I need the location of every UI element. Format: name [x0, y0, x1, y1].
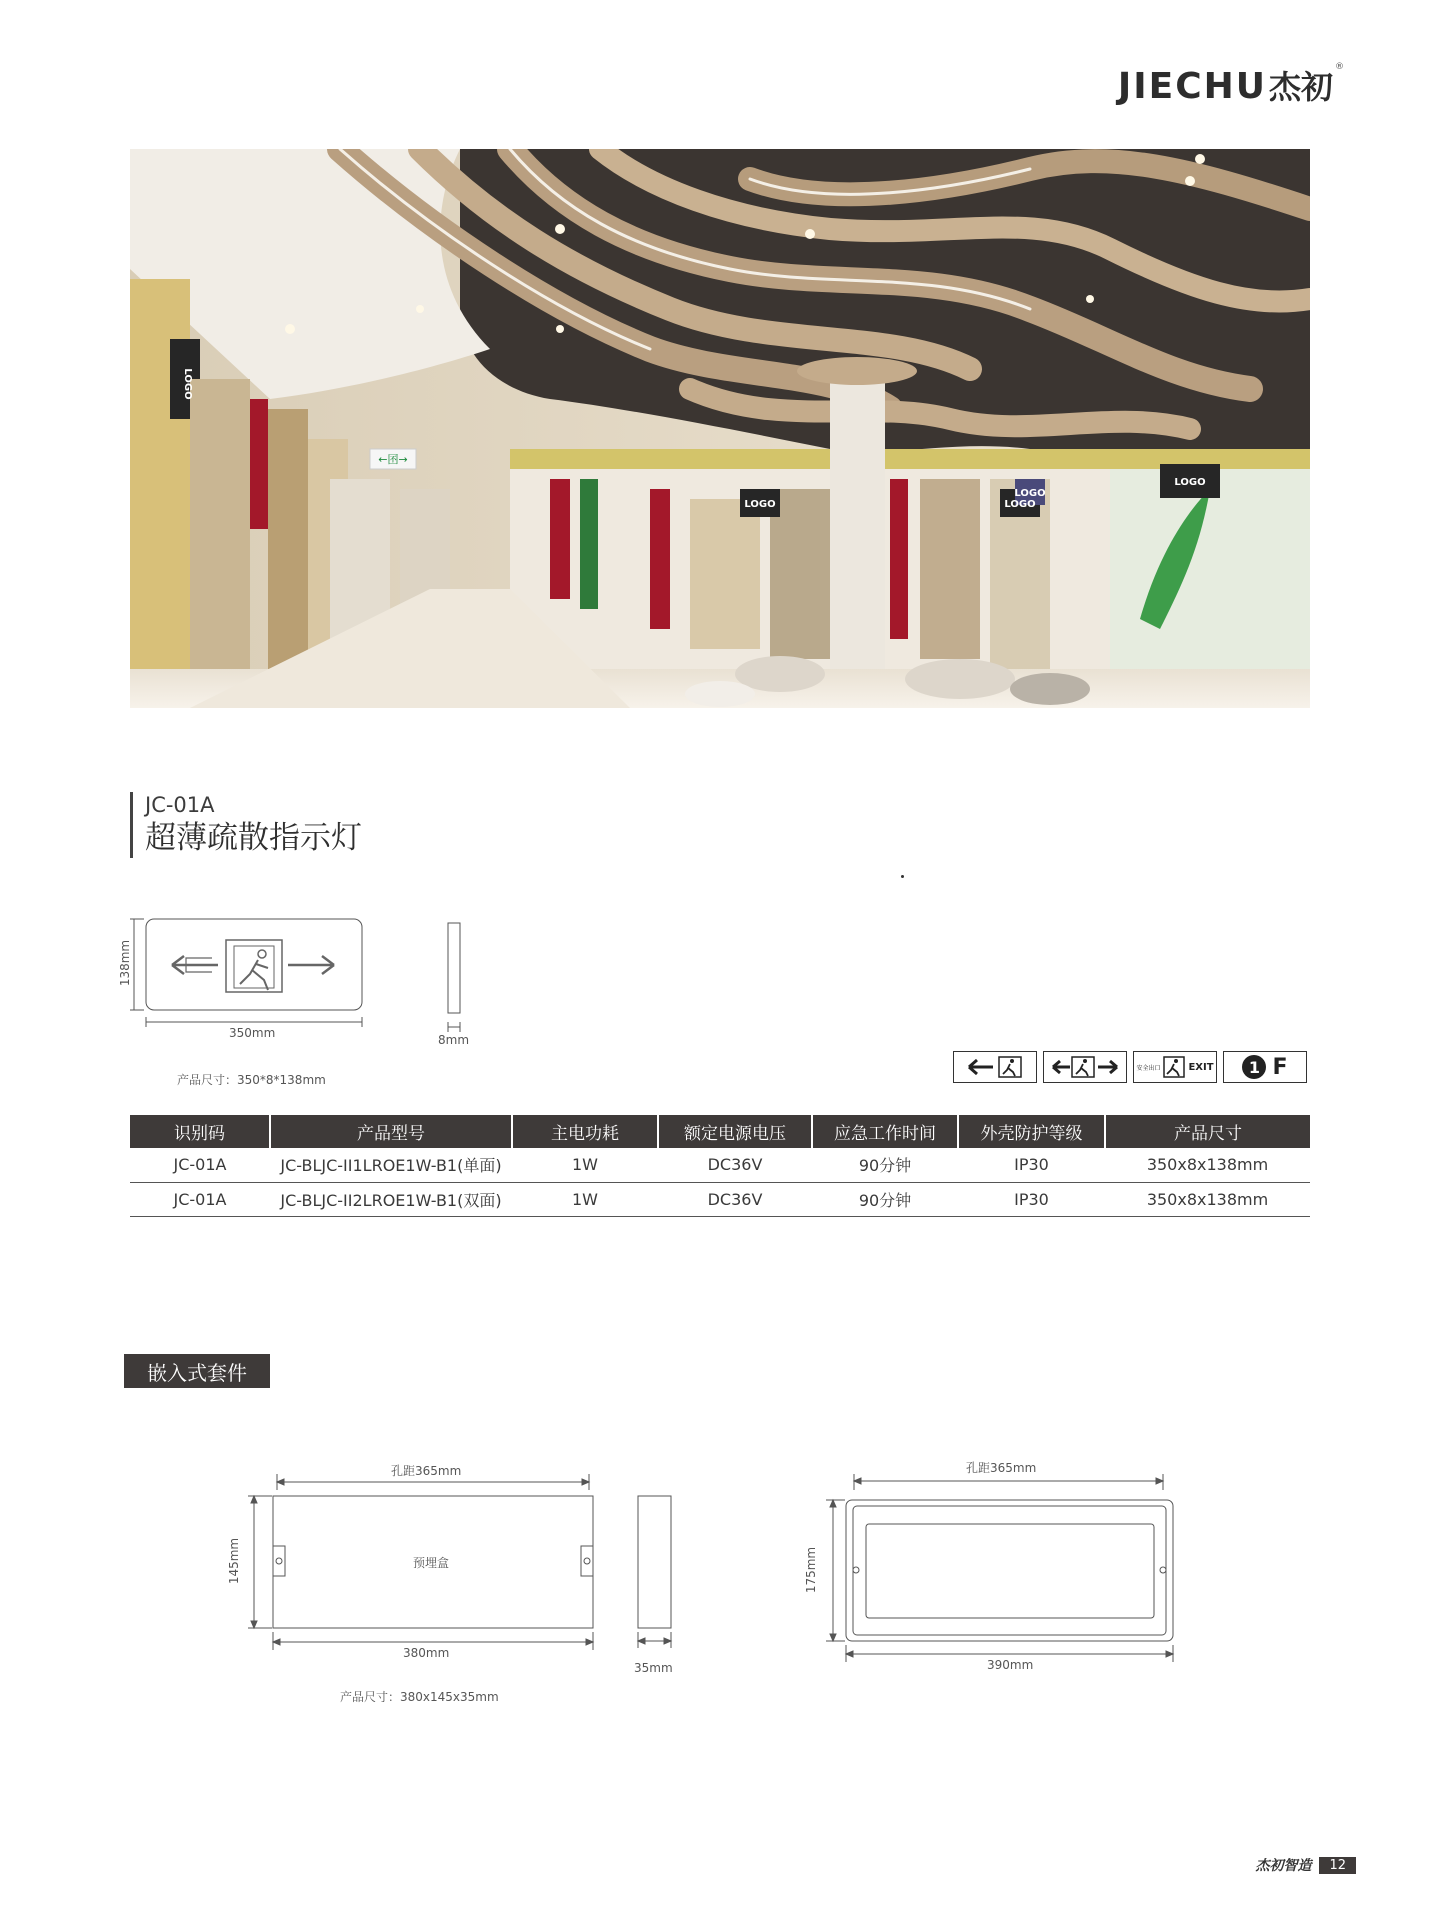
- cell-size: 350x8x138mm: [1105, 1148, 1310, 1182]
- model-code: JC-01A: [145, 793, 215, 817]
- safety-exit-small-text: 安全出口: [1136, 1064, 1161, 1072]
- store-sign-3: LOGO: [1174, 477, 1206, 488]
- brand-logo: [1118, 62, 1344, 108]
- logo-text-cn: 杰初: [1268, 68, 1333, 106]
- cell-power: 1W: [512, 1148, 658, 1182]
- cell-ip-rating: IP30: [958, 1148, 1105, 1182]
- table-row: [130, 1148, 1310, 1182]
- hero-exit-sign-text: ←囨→: [378, 453, 408, 466]
- embed-box-label: 预埋盒: [413, 1556, 450, 1570]
- product-title-block: [130, 792, 362, 858]
- floor-indicator-icon: [1223, 1051, 1307, 1083]
- cell-size: 350x8x138mm: [1105, 1182, 1310, 1216]
- embed-height-label: 145mm: [227, 1537, 241, 1585]
- table-header-row: [130, 1115, 1310, 1148]
- exit-text: EXIT: [1188, 1061, 1214, 1073]
- header-model: 产品型号: [270, 1115, 512, 1148]
- panel-height-label: 175mm: [804, 1546, 818, 1594]
- front-height-label: 138mm: [118, 939, 132, 987]
- product-name: 超薄疏散指示灯: [145, 820, 362, 856]
- section-label-embedded-kit: 嵌入式套件: [124, 1354, 270, 1388]
- double-arrow-exit-icon: [1043, 1051, 1127, 1083]
- cell-emergency-time: 90分钟: [812, 1148, 958, 1182]
- page-footer: [1255, 1855, 1356, 1875]
- footer-brand: 杰初智造: [1255, 1858, 1312, 1874]
- registered-mark: ®: [1335, 62, 1344, 72]
- store-sign-4: LOGO: [1014, 488, 1046, 499]
- embed-size-caption: 产品尺寸：380x145x35mm: [340, 1690, 499, 1704]
- cell-voltage: DC36V: [658, 1148, 812, 1182]
- store-sign-5: LOGO: [182, 368, 193, 400]
- arrow-left-exit-icon: [953, 1051, 1037, 1083]
- cell-ip-rating: IP30: [958, 1182, 1105, 1216]
- front-width-label: 350mm: [229, 1026, 276, 1040]
- cell-power: 1W: [512, 1182, 658, 1216]
- safety-exit-icon: [1133, 1051, 1217, 1083]
- header-voltage: 额定电源电压: [658, 1115, 812, 1148]
- header-id-code: 识别码: [130, 1115, 270, 1148]
- store-sign-1: LOGO: [744, 499, 776, 510]
- floor-number: 1: [1242, 1055, 1266, 1079]
- panel-width-label: 390mm: [987, 1658, 1034, 1672]
- sign-icon-row: [953, 1051, 1307, 1083]
- store-sign-2: LOGO: [1004, 499, 1036, 510]
- embed-depth-label: 35mm: [634, 1661, 673, 1675]
- cell-emergency-time: 90分钟: [812, 1182, 958, 1216]
- logo-text-en: JIECHU: [1117, 66, 1267, 107]
- header-size: 产品尺寸: [1105, 1115, 1310, 1148]
- header-ip-rating: 外壳防护等级: [958, 1115, 1105, 1148]
- page-number: 12: [1319, 1857, 1356, 1874]
- spec-table: [130, 1115, 1310, 1217]
- stray-dot: [901, 875, 904, 878]
- cell-voltage: DC36V: [658, 1182, 812, 1216]
- header-emergency-time: 应急工作时间: [812, 1115, 958, 1148]
- table-row: [130, 1182, 1310, 1216]
- side-depth-label: 8mm: [438, 1033, 470, 1047]
- hero-image-mall-interior: [130, 149, 1310, 708]
- embed-hole-distance: 孔距365mm: [391, 1464, 462, 1478]
- cell-model: JC-BLJC-II1LROE1W-B1(单面): [270, 1148, 512, 1182]
- cell-model: JC-BLJC-II2LROE1W-B1(双面): [270, 1182, 512, 1216]
- floor-letter: F: [1272, 1054, 1288, 1080]
- cell-id-code: JC-01A: [130, 1148, 270, 1182]
- cell-id-code: JC-01A: [130, 1182, 270, 1216]
- panel-hole-distance: 孔距365mm: [966, 1461, 1037, 1475]
- front-size-caption: 产品尺寸：350*8*138mm: [177, 1073, 326, 1087]
- embed-width-label: 380mm: [403, 1646, 450, 1660]
- header-power: 主电功耗: [512, 1115, 658, 1148]
